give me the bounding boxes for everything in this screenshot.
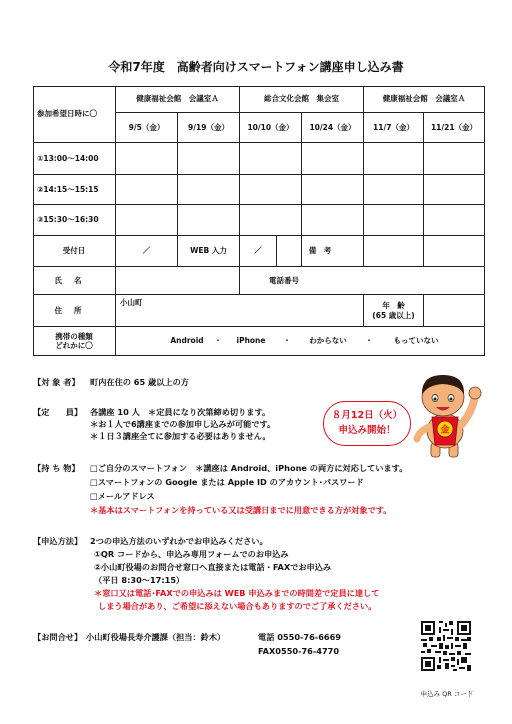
reception-slash-1: ／ xyxy=(142,246,151,256)
device-option-iphone: iPhone xyxy=(236,336,266,346)
time-slot-3: ③15:30～16:30 xyxy=(37,215,99,225)
contact-fax: FAX0550-76-4770 xyxy=(258,646,340,656)
age-label-cell xyxy=(364,295,423,326)
apply-label: 【申込方法】 xyxy=(33,536,83,546)
application-start-callout xyxy=(323,401,411,446)
venue-3: 健康福祉会館 会議室Ａ xyxy=(382,94,466,104)
venue-2: 総合文化会館 集会室 xyxy=(264,94,339,104)
apply-note-line-2: しまう場合があり、ご希望に添えない場合もありますのでご了承ください。 xyxy=(98,601,377,611)
time-slot-2: ②14:15～15:15 xyxy=(37,184,99,194)
apply-line-4: （平日 8:30～17:15） xyxy=(94,575,185,585)
contact-phone: 電話 0550-76-6669 xyxy=(258,632,341,642)
items-line-3: □メールアドレス xyxy=(90,491,155,501)
phone-label: 電話番号 xyxy=(269,275,299,285)
age-label: 年 齢 xyxy=(382,301,405,311)
target-label: 【対 象 者】 xyxy=(33,377,80,387)
remarks-label: 備 考 xyxy=(308,246,332,256)
device-separator: ・ xyxy=(365,336,373,346)
items-line-2: □スマートフォンの Google または Apple ID のアカウント･パスワード xyxy=(90,477,364,487)
session-select-label: 参加希望日時に〇 xyxy=(37,109,97,119)
date-5: 11/7（金） xyxy=(373,122,414,132)
address-value: 小山町 xyxy=(120,298,143,307)
items-label: 【持 ち 物】 xyxy=(33,463,80,473)
capacity-label: 【定 員】 xyxy=(33,407,83,417)
name-label-cell xyxy=(33,267,115,294)
date-4: 10/24（金） xyxy=(309,122,356,132)
callout-date: ８月12日（火） xyxy=(331,409,403,421)
venue-1: 健康福祉会館 会議室Ａ xyxy=(136,94,219,104)
device-type-label-line1: 携帯の種類 xyxy=(55,331,93,341)
apply-line-2: ①QR コードから、申込み専用フォームでのお申込み xyxy=(94,549,289,559)
mascot-character-icon xyxy=(405,365,485,460)
apply-line-3: ②小山町役場のお問合せ窓口へ直接または電話・FAXでお申込み xyxy=(94,562,332,572)
reception-slash-2: ／ xyxy=(254,246,262,256)
name-label: 氏名 xyxy=(54,275,94,285)
apply-line-1: 2つの申込方法のいずれかでお申込みください。 xyxy=(90,536,268,546)
device-type-label xyxy=(33,327,115,355)
device-separator: ・ xyxy=(283,336,291,346)
qr-code-icon[interactable] xyxy=(421,621,471,671)
address-label-cell xyxy=(33,295,115,326)
page-title: 令和7年度 高齢者向けスマートフォン講座申し込み書 xyxy=(108,60,404,74)
date-2: 9/19（金） xyxy=(188,122,229,132)
mascot-badge: 金 xyxy=(440,425,450,436)
contact-organization: 小山町役場長寿介護課（担当：鈴木） xyxy=(86,632,226,642)
capacity-line-3: ＊１日３講座全てに参加する必要はありません。 xyxy=(90,431,271,441)
callout-text: 申込み開始！ xyxy=(338,424,396,436)
device-separator: ・ xyxy=(214,336,222,346)
reception-date-label: 受付日 xyxy=(62,246,86,256)
device-option-unknown: わからない xyxy=(309,336,347,346)
qr-code-caption: 申込み QR コード xyxy=(420,690,474,698)
device-option-android: Android xyxy=(170,336,204,346)
capacity-line-2: ＊お１人で6講座までの参加申し込みが可能です。 xyxy=(90,419,276,429)
application-form-table xyxy=(33,86,485,356)
items-note: ＊基本はスマートフォンを持っている又は受講日までに用意できる方が対象です。 xyxy=(90,505,392,515)
device-type-label-line2: どれかに〇 xyxy=(55,341,93,350)
date-1: 9/5（金） xyxy=(128,122,165,132)
contact-label: 【お問合せ】 xyxy=(33,632,83,642)
device-option-none: もっていない xyxy=(393,336,439,346)
address-label: 住所 xyxy=(54,305,94,315)
items-line-1: □ご自分のスマートフォン ＊講座は Android、iPhone の両方に対応しています。 xyxy=(90,463,408,473)
age-note: (65 歳以上) xyxy=(372,310,415,320)
capacity-line-1: 各講座 10 人 ＊定員になり次第締め切ります。 xyxy=(90,407,271,417)
date-3: 10/10（金） xyxy=(247,122,294,132)
target-text: 町内在住の 65 歳以上の方 xyxy=(90,377,189,387)
date-6: 11/21（金） xyxy=(430,122,478,132)
apply-note-line-1: ＊窓口又は電話･FAXでの申込みは WEB 申込みまでの時間差で定員に達して xyxy=(94,588,380,598)
web-entry-label: WEB 入力 xyxy=(190,246,227,256)
time-slot-1: ①13:00～14:00 xyxy=(37,153,99,163)
